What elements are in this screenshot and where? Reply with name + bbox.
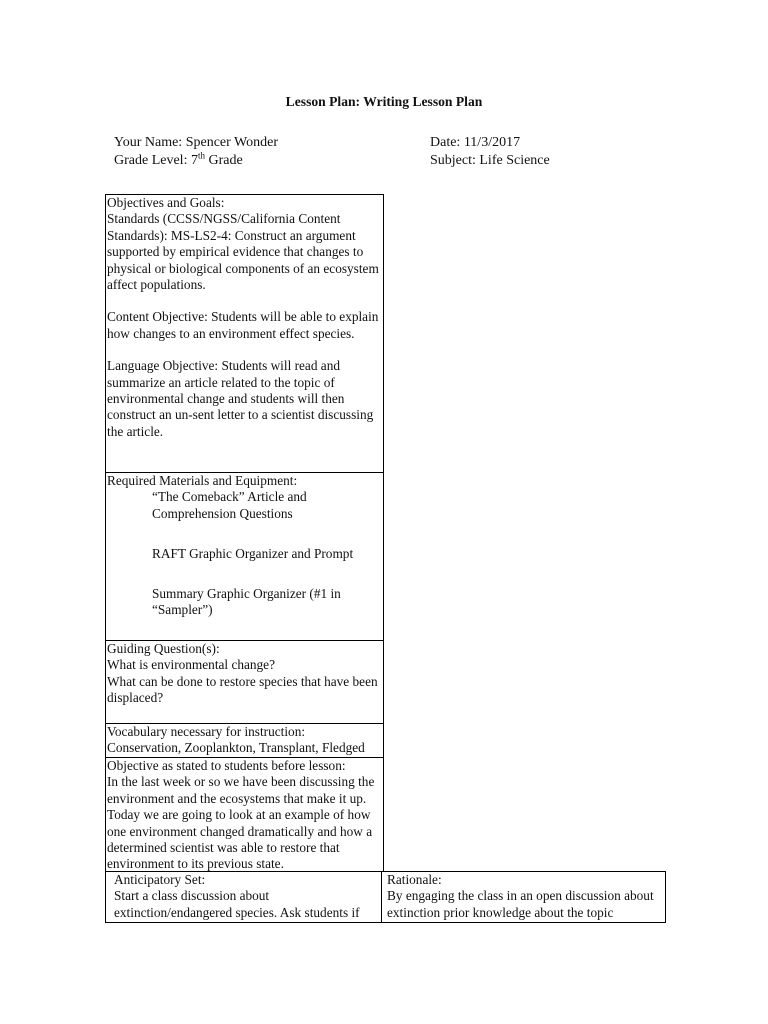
meta-left <box>114 134 278 170</box>
guiding-questions-box <box>105 640 384 724</box>
materials-heading: Required Materials and Equipment: <box>107 473 298 488</box>
rationale-body: By engaging the class in an open discussion about extinction prior knowledge about the topic <box>387 888 654 920</box>
vocab-words: Conservation, Zooplankton, Transplant, Fledged <box>107 740 365 756</box>
date: Date: 11/3/2017 <box>430 135 521 150</box>
standards-text: Standards (CCSS/NGSS/California Content Standards): MS-LS2-4: Construct an argument supported by empirical evidence that changes to physical or biological components of an ecosystem affect populations. <box>107 211 379 293</box>
your-name: Your Name: Spencer Wonder <box>114 135 278 150</box>
content-objective: Content Objective: Students will be able to explain how changes to an environment effect species. <box>107 309 379 341</box>
objective-stated-body: In the last week or so we have been discussing the environment and the ecosystems that make it up. Today we are going to look at an example of how one environment changed dramatically and how a determined scientist was able to restore that environment to its previous state. <box>107 774 375 872</box>
objective-stated-heading: Objective as stated to students before lesson: <box>107 758 346 773</box>
objective-stated-box <box>105 757 384 872</box>
subject: Subject: Life Science <box>430 153 550 168</box>
rationale-heading: Rationale: <box>387 872 442 887</box>
objectives-box <box>105 194 384 473</box>
rationale-cell <box>382 872 665 922</box>
grade-prefix: Grade Level: 7 <box>114 153 198 168</box>
anticipatory-table <box>105 871 666 923</box>
grade-suffix: Grade <box>204 153 243 168</box>
language-objective: Language Objective: Students will read and summarize an article related to the topic of environmental change and students will then construct an un-sent letter to a scientist discussing the article. <box>107 358 374 439</box>
guiding-question: What can be done to restore species that have been displaced? <box>107 673 378 706</box>
vocab-heading: Vocabulary necessary for instruction: <box>107 724 306 739</box>
guiding-heading: Guiding Question(s): <box>107 641 220 656</box>
objectives-heading: Objectives and Goals: <box>107 195 225 210</box>
material-item: Summary Graphic Organizer (#1 in “Sampler”) <box>152 585 341 618</box>
document-title: Lesson Plan: Writing Lesson Plan <box>285 94 483 109</box>
anticipatory-cell <box>106 872 382 922</box>
material-item: “The Comeback” Article and Comprehension Questions <box>152 489 307 521</box>
anticipatory-heading: Anticipatory Set: <box>114 872 206 887</box>
meta-right <box>430 134 550 170</box>
grade-level <box>114 152 278 170</box>
materials-box <box>105 472 384 641</box>
material-item: RAFT Graphic Organizer and Prompt <box>152 546 354 562</box>
anticipatory-body: Start a class discussion about extinction/endangered species. Ask students if <box>114 888 360 920</box>
grade-sup: th <box>197 150 205 161</box>
vocabulary-box <box>105 723 384 758</box>
guiding-question: What is environmental change? <box>107 657 275 673</box>
